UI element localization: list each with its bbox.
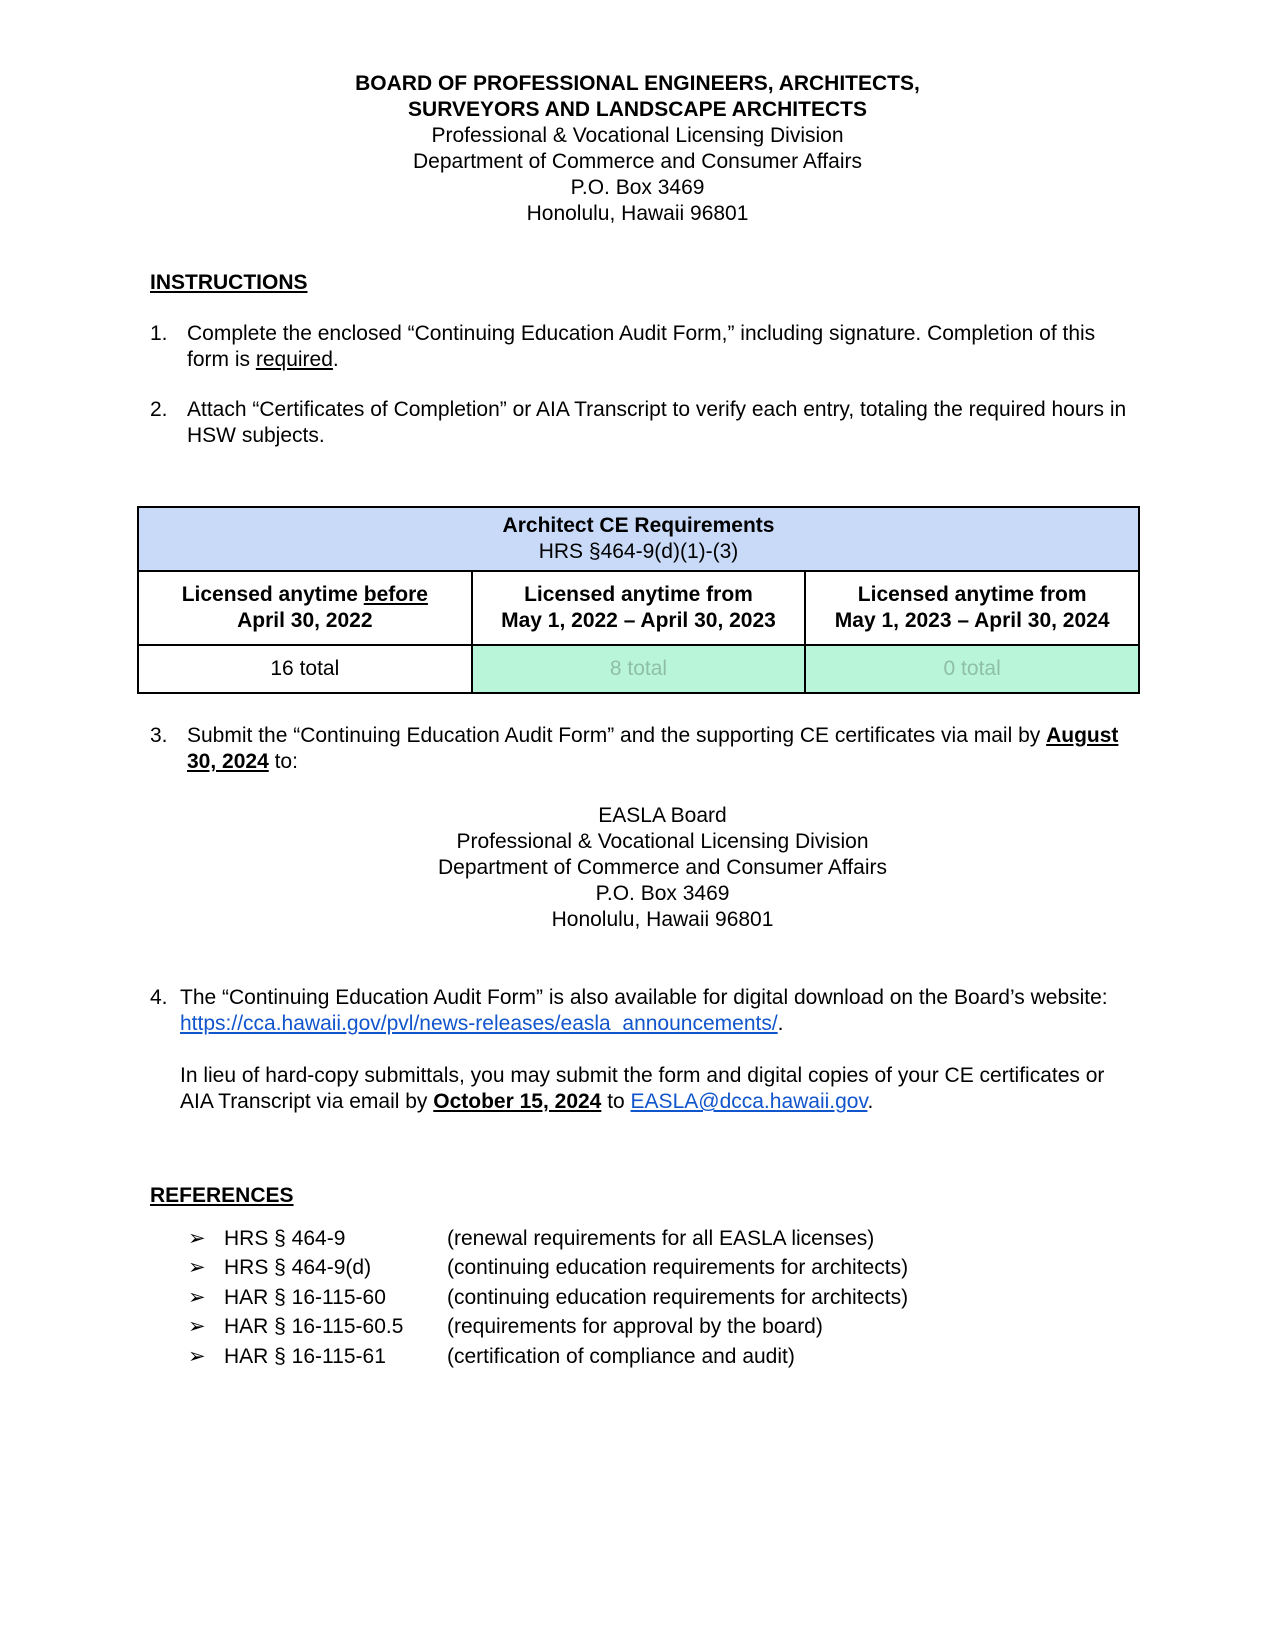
letterhead	[0, 71, 1275, 227]
ce-requirements-table	[137, 506, 1140, 694]
arrow-bullet-icon: ➢	[188, 1226, 206, 1250]
reference-description: (requirements for approval by the board)	[447, 1315, 823, 1339]
col1-date: April 30, 2022	[237, 609, 373, 632]
website-link[interactable]: https://cca.hawaii.gov/pvl/news-releases/easla_announcements/	[180, 1012, 778, 1035]
item-text: Attach “Certificates of Completion” or AIA Transcript to verify each entry, totaling the required hours in HSW subjects.	[187, 398, 1127, 447]
required-emphasis: required	[255, 348, 333, 371]
hours-before-2022: 16 total	[138, 645, 472, 693]
table-header	[138, 507, 1139, 571]
references-list	[188, 1224, 908, 1372]
arrow-bullet-icon: ➢	[188, 1344, 206, 1368]
arrow-bullet-icon: ➢	[188, 1285, 206, 1309]
table-subtitle: HRS §464-9(d)(1)-(3)	[538, 540, 739, 563]
address-line-1: EASLA Board	[598, 804, 727, 827]
mail-deadline: August 30, 2024	[187, 724, 1119, 773]
hours-2023-2024: 0 total	[805, 645, 1139, 693]
reference-item	[188, 1313, 908, 1343]
reference-description: (continuing education requirements for architects)	[447, 1285, 909, 1309]
reference-code: HAR § 16-115-60	[224, 1285, 386, 1309]
address-line-2: Professional & Vocational Licensing Division	[456, 830, 869, 853]
column-header-2022-2023	[472, 571, 806, 645]
address-line-4: P.O. Box 3469	[595, 882, 730, 905]
table-title: Architect CE Requirements	[502, 514, 775, 537]
instruction-item-3	[150, 723, 1140, 775]
reference-code: HRS § 464-9(d)	[224, 1256, 372, 1280]
hours-2022-2023: 8 total	[472, 645, 806, 693]
item-text: Submit the “Continuing Education Audit Form” and the supporting CE certificates via mail by	[187, 724, 1047, 747]
item-number: 1.	[150, 322, 168, 345]
col1-emphasis: before	[363, 583, 428, 606]
item-number: 3.	[150, 724, 168, 747]
col3-text: Licensed anytime from	[857, 583, 1087, 606]
email-paragraph-end: .	[867, 1090, 874, 1113]
item-text-end: to:	[268, 750, 298, 773]
item-text: Complete the enclosed “Continuing Education Audit Form,” including signature. Completion of this form is	[187, 322, 1096, 371]
col2-date: May 1, 2022 – April 30, 2023	[501, 609, 776, 632]
column-header-before-2022	[138, 571, 472, 645]
col1-text: Licensed anytime	[181, 583, 364, 606]
email-paragraph-text: In lieu of hard-copy submittals, you may submit the form and digital copies of your CE certificates or AIA Transcript via email by	[180, 1064, 1105, 1113]
instruction-item-2	[150, 397, 1140, 449]
instruction-item-4	[150, 985, 1140, 1115]
reference-item	[188, 1224, 908, 1254]
reference-code: HAR § 16-115-60.5	[224, 1315, 404, 1339]
instruction-item-1	[150, 321, 1140, 373]
item-text-end: .	[777, 1012, 784, 1035]
reference-description: (certification of compliance and audit)	[447, 1344, 795, 1368]
po-box: P.O. Box 3469	[570, 176, 705, 199]
col2-text: Licensed anytime from	[524, 583, 753, 606]
mailing-address	[0, 803, 1275, 933]
references-heading: REFERENCES	[150, 1184, 294, 1207]
column-header-2023-2024	[805, 571, 1139, 645]
item-number: 2.	[150, 398, 168, 421]
reference-item	[188, 1283, 908, 1313]
reference-item	[188, 1254, 908, 1284]
email-deadline: October 15, 2024	[433, 1090, 602, 1113]
division-name: Professional & Vocational Licensing Division	[431, 124, 844, 147]
department-name: Department of Commerce and Consumer Affairs	[413, 150, 862, 173]
instructions-heading: INSTRUCTIONS	[150, 271, 308, 294]
city-zip: Honolulu, Hawaii 96801	[526, 202, 749, 225]
arrow-bullet-icon: ➢	[188, 1315, 206, 1339]
board-name-line1: BOARD OF PROFESSIONAL ENGINEERS, ARCHITECTS,	[355, 72, 920, 95]
item-text: The “Continuing Education Audit Form” is also available for digital download on the Board’s website:	[180, 986, 1108, 1009]
email-link[interactable]: EASLA@dcca.hawaii.gov	[630, 1090, 868, 1113]
arrow-bullet-icon: ➢	[188, 1256, 206, 1280]
reference-description: (renewal requirements for all EASLA licenses)	[447, 1226, 875, 1250]
address-line-5: Honolulu, Hawaii 96801	[551, 908, 774, 931]
reference-code: HAR § 16-115-61	[224, 1344, 386, 1368]
reference-description: (continuing education requirements for architects)	[447, 1256, 909, 1280]
col3-date: May 1, 2023 – April 30, 2024	[834, 609, 1110, 632]
email-paragraph-to: to	[601, 1090, 631, 1113]
reference-code: HRS § 464-9	[224, 1226, 346, 1250]
item-number: 4.	[150, 986, 168, 1009]
reference-item	[188, 1342, 908, 1372]
board-name-line2: SURVEYORS AND LANDSCAPE ARCHITECTS	[408, 98, 867, 121]
address-line-3: Department of Commerce and Consumer Affairs	[438, 856, 887, 879]
item-text-end: .	[332, 348, 339, 371]
